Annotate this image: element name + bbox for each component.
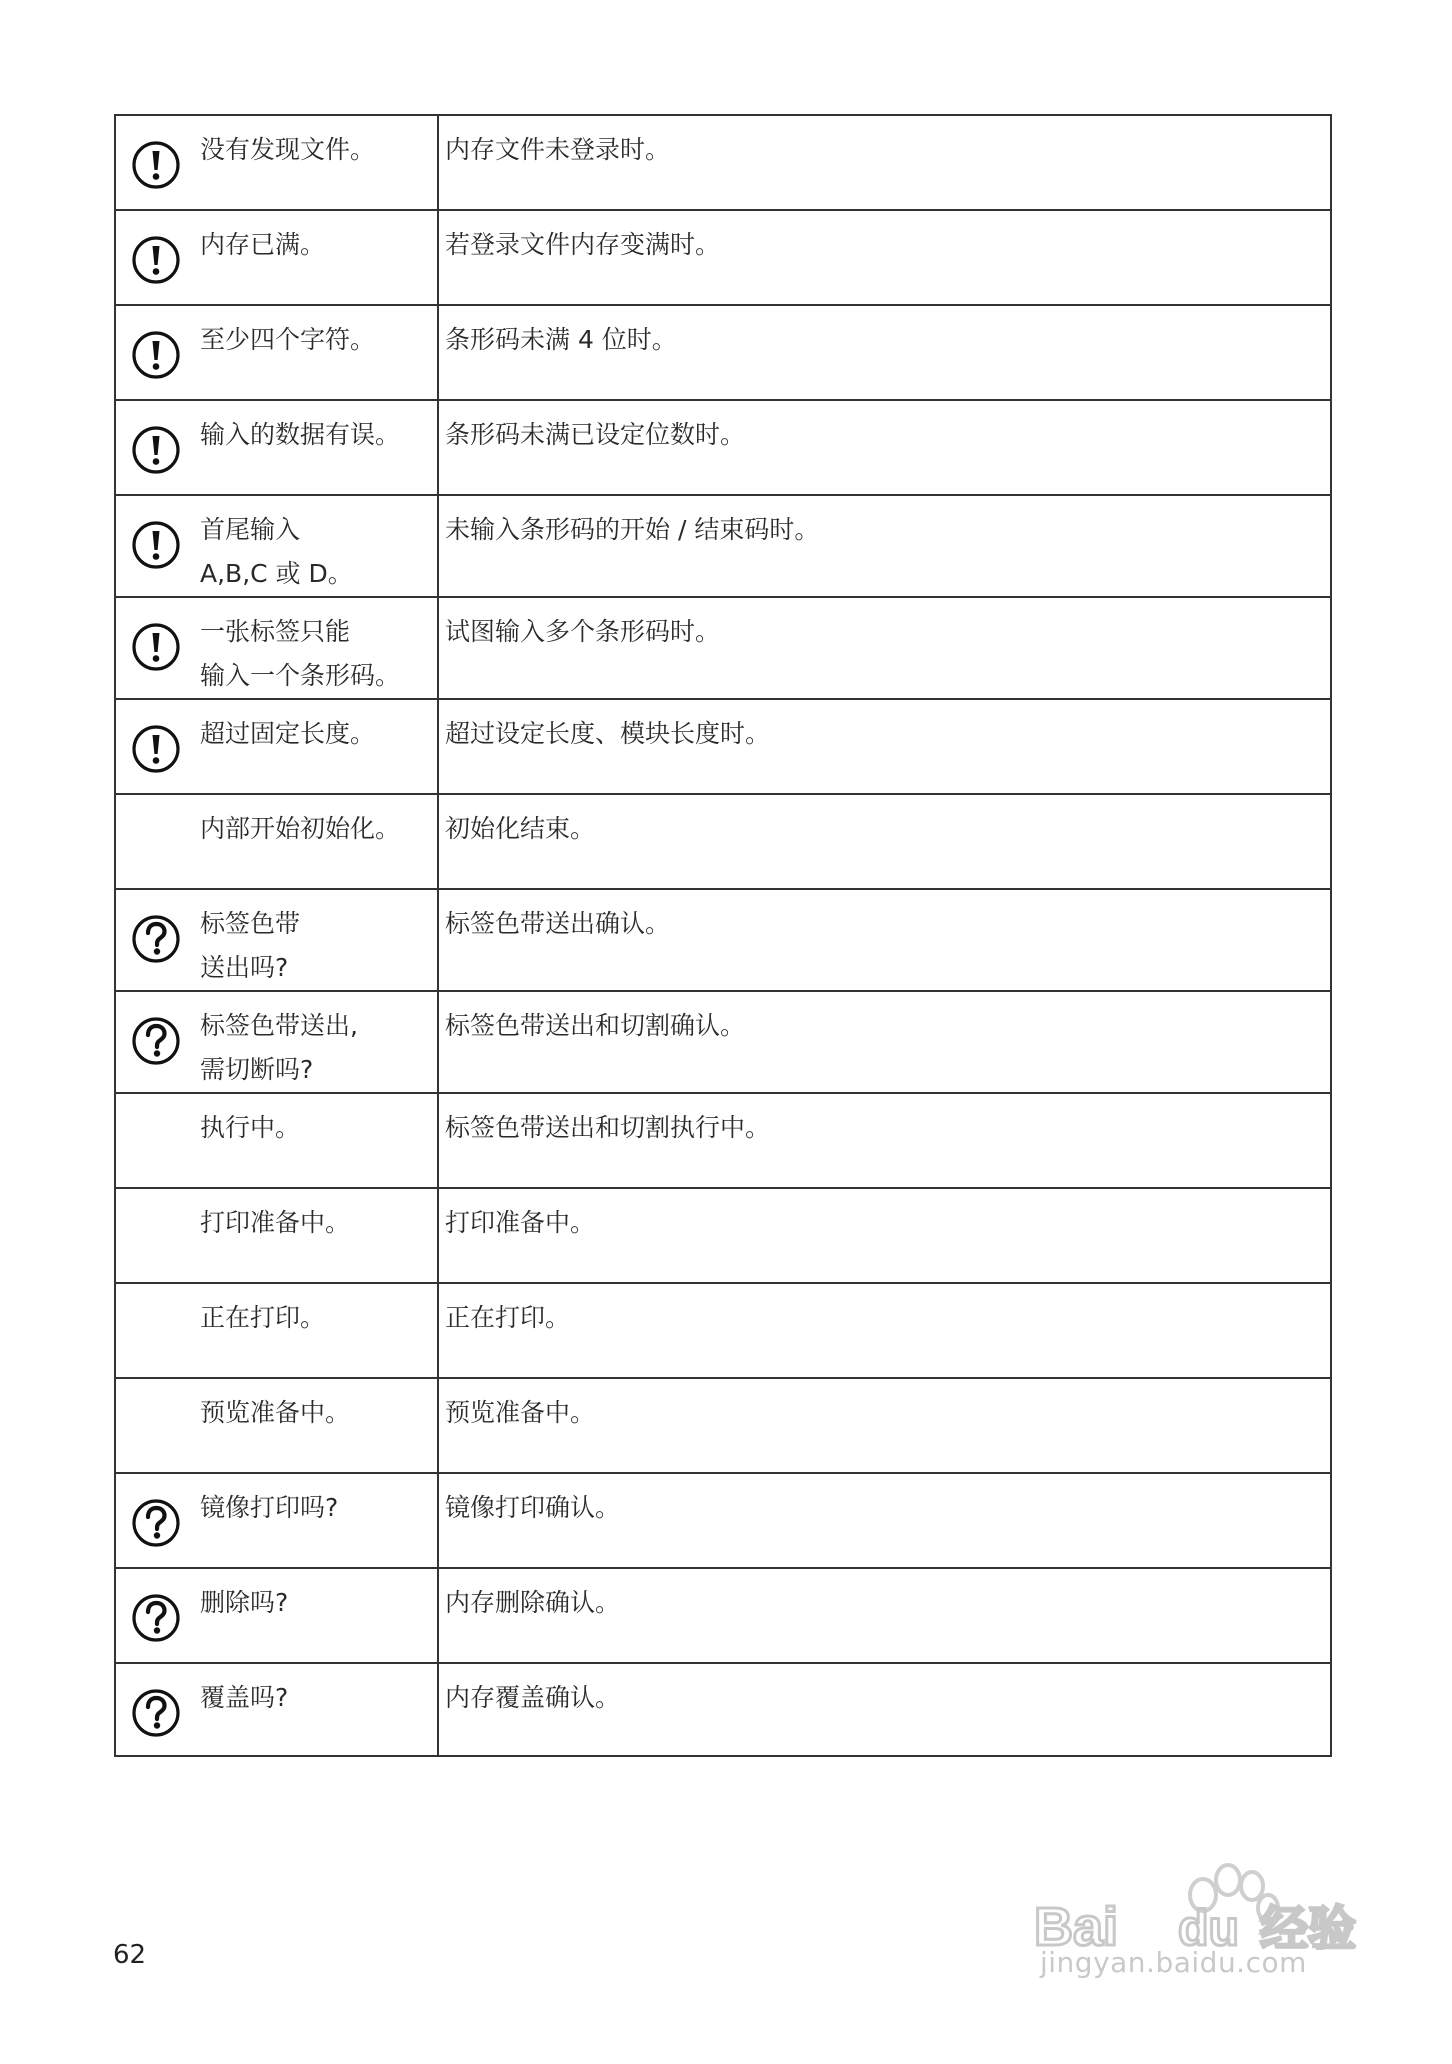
message-text: 镜像打印吗? — [200, 1493, 339, 1522]
description-text: 内存文件未登录时。 — [445, 135, 671, 164]
message-cell — [115, 1378, 438, 1473]
table-row — [115, 495, 1331, 597]
baidu-logo-icon — [1028, 1850, 1378, 1950]
message-cell — [115, 495, 438, 597]
table-row — [115, 597, 1331, 699]
exclamation-icon — [131, 622, 181, 672]
description-text: 预览准备中。 — [445, 1398, 596, 1427]
description-text: 内存覆盖确认。 — [445, 1683, 621, 1712]
description-text: 正在打印。 — [445, 1303, 571, 1332]
description-cell — [438, 305, 1331, 400]
description-cell — [438, 794, 1331, 889]
exclamation-icon — [131, 235, 181, 285]
description-cell — [438, 210, 1331, 305]
svg-text:du: du — [1178, 1900, 1240, 1950]
description-text: 试图输入多个条形码时。 — [445, 617, 721, 646]
message-text: 正在打印。 — [200, 1303, 326, 1332]
message-cell — [115, 699, 438, 794]
page-number: 62 — [113, 1940, 147, 1970]
message-text: 删除吗? — [200, 1588, 289, 1617]
description-cell — [438, 115, 1331, 210]
exclamation-icon — [131, 520, 181, 570]
message-text: 标签色带 送出吗? — [200, 909, 301, 982]
description-cell — [438, 400, 1331, 495]
description-cell — [438, 889, 1331, 991]
message-text: 覆盖吗? — [200, 1683, 289, 1712]
description-text: 内存删除确认。 — [445, 1588, 621, 1617]
message-table — [114, 114, 1332, 1757]
description-cell — [438, 1568, 1331, 1663]
description-cell — [438, 1378, 1331, 1473]
description-cell — [438, 1473, 1331, 1568]
message-cell — [115, 991, 438, 1093]
message-cell — [115, 794, 438, 889]
message-text: 执行中。 — [200, 1113, 301, 1142]
description-cell — [438, 495, 1331, 597]
description-cell — [438, 699, 1331, 794]
description-text: 未输入条形码的开始 / 结束码时。 — [445, 515, 820, 544]
message-cell — [115, 889, 438, 991]
description-cell — [438, 1283, 1331, 1378]
question-icon — [131, 1498, 181, 1548]
table-row — [115, 400, 1331, 495]
description-cell — [438, 991, 1331, 1093]
message-cell — [115, 400, 438, 495]
table-row — [115, 1663, 1331, 1756]
question-icon — [131, 1016, 181, 1066]
message-cell — [115, 1473, 438, 1568]
table-row — [115, 210, 1331, 305]
description-text: 标签色带送出和切割确认。 — [445, 1011, 746, 1040]
description-text: 条形码未满 4 位时。 — [445, 325, 677, 354]
description-text: 标签色带送出和切割执行中。 — [445, 1113, 771, 1142]
message-cell — [115, 305, 438, 400]
description-text: 超过设定长度、模块长度时。 — [445, 719, 771, 748]
description-text: 打印准备中。 — [445, 1208, 596, 1237]
table-row — [115, 991, 1331, 1093]
description-text: 初始化结束。 — [445, 814, 596, 843]
table-row — [115, 794, 1331, 889]
message-text: 没有发现文件。 — [200, 135, 376, 164]
description-cell — [438, 597, 1331, 699]
table-row — [115, 1378, 1331, 1473]
message-text: 至少四个字符。 — [200, 325, 376, 354]
message-text: 一张标签只能 输入一个条形码。 — [200, 617, 401, 690]
table-row — [115, 1568, 1331, 1663]
message-cell — [115, 1093, 438, 1188]
description-text: 镜像打印确认。 — [445, 1493, 621, 1522]
table-row — [115, 305, 1331, 400]
exclamation-icon — [131, 330, 181, 380]
exclamation-icon — [131, 140, 181, 190]
description-text: 条形码未满已设定位数时。 — [445, 420, 746, 449]
message-text: 输入的数据有误。 — [200, 420, 401, 449]
message-cell — [115, 1283, 438, 1378]
table-row — [115, 1188, 1331, 1283]
svg-text:Bai: Bai — [1034, 1897, 1119, 1950]
message-cell — [115, 1568, 438, 1663]
message-table-body — [115, 115, 1331, 1756]
message-cell — [115, 115, 438, 210]
message-cell — [115, 597, 438, 699]
question-icon — [131, 1593, 181, 1643]
message-cell — [115, 210, 438, 305]
table-row — [115, 699, 1331, 794]
table-row — [115, 1473, 1331, 1568]
table-row — [115, 1093, 1331, 1188]
message-text: 标签色带送出, 需切断吗? — [200, 1011, 358, 1084]
message-text: 预览准备中。 — [200, 1398, 351, 1427]
watermark-url: jingyan.baidu.com — [1040, 1946, 1307, 1979]
message-text: 内部开始初始化。 — [200, 814, 401, 843]
question-icon — [131, 914, 181, 964]
description-text: 标签色带送出确认。 — [445, 909, 671, 938]
message-text: 首尾输入 A,B,C 或 D。 — [200, 515, 353, 588]
message-text: 打印准备中。 — [200, 1208, 351, 1237]
svg-text:经验: 经验 — [1260, 1901, 1357, 1950]
description-cell — [438, 1663, 1331, 1756]
baidu-jingyan-watermark — [1028, 1850, 1378, 2030]
message-cell — [115, 1663, 438, 1756]
exclamation-icon — [131, 724, 181, 774]
message-cell — [115, 1188, 438, 1283]
table-row — [115, 115, 1331, 210]
description-cell — [438, 1188, 1331, 1283]
table-row — [115, 889, 1331, 991]
message-text: 内存已满。 — [200, 230, 326, 259]
question-icon — [131, 1688, 181, 1738]
exclamation-icon — [131, 425, 181, 475]
description-cell — [438, 1093, 1331, 1188]
message-text: 超过固定长度。 — [200, 719, 376, 748]
description-text: 若登录文件内存变满时。 — [445, 230, 721, 259]
table-row — [115, 1283, 1331, 1378]
